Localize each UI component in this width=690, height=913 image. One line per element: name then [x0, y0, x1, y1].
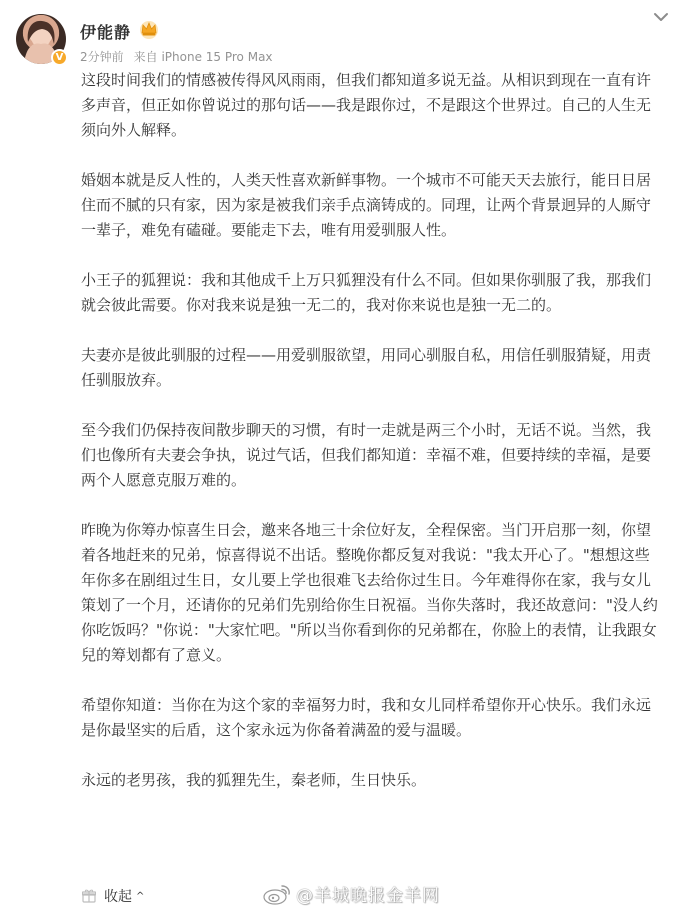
post-meta: [80, 48, 283, 65]
watermark-text: @羊城晚报金羊网: [296, 886, 440, 906]
avatar[interactable]: [16, 14, 66, 64]
post-paragraph-7: 希望你知道：当你在为这个家的幸福努力时，我和女儿同样希望你开心快乐。我们永远 是你最坚实的后盾，这个家永远为你备着满盈的爱与温暖。: [81, 696, 652, 739]
post-timestamp: 2分钟前: [80, 50, 124, 64]
post-source[interactable]: 来自 iPhone 15 Pro Max: [133, 50, 273, 64]
post-paragraph-6: 昨晚为你筹办惊喜生日会，邀来各地三十余位好友，全程保密。当门开启那一刻，你望 着各地赶来的兄弟，惊喜得说不出话。整晚你都反复对我说："我太开心了。"想想这些 年你多在剧组过生日，女儿要上学也很难飞去给你过生日。今年难得你在家，我与女儿 策划了一个月，还请你的兄弟们先别给你生日祝福。当你失落时，我还故意问："没人约 你吃饭吗？"你说："大家忙吧。"所以当你看到你的兄弟都在，你脸上的表情，让我跟女 兒的筹划都有了意义。: [81, 521, 658, 664]
post-paragraph-1: 这段时间我们的情感被传得风风雨雨，但我们都知道多说无益。从相识到现在一直有许 多声音，但正如你曾说过的那句话——我是跟你过，不是跟这个世界过。自己的人生无 须向外人解释。: [81, 71, 652, 139]
crown-icon: [138, 18, 160, 40]
collapse-caret: ^: [136, 890, 145, 902]
verified-badge-icon: V: [51, 49, 68, 66]
post-footer: [0, 872, 690, 913]
watermark: [262, 881, 440, 906]
collapse-label: 收起: [104, 889, 132, 905]
collapse-button[interactable]: [82, 886, 144, 906]
post-paragraph-8: 永远的老男孩，我的狐狸先生，秦老师，生日快乐。: [81, 771, 427, 789]
post-paragraph-4: 夫妻亦是彼此驯服的过程——用爱驯服欲望，用同心驯服自私，用信任驯服猜疑，用责 任驯服放弃。: [81, 346, 652, 389]
weibo-logo-icon: [262, 883, 292, 905]
post-paragraph-5: 至今我们仍保持夜间散步聊天的习惯，有时一走就是两三个小时，无话不说。当然，我 们也像所有夫妻会争执，说过气话，但我们都知道：幸福不难，但要持续的幸福，是要 两个人愿意克服万难的。: [81, 421, 652, 489]
post-header: [0, 0, 690, 76]
post-body: [81, 68, 659, 793]
post-paragraph-2: 婚姻本就是反人性的，人类天性喜欢新鲜事物。一个城市不可能天天去旅行，能日日居 住而不腻的只有家，因为家是被我们亲手点滴铸成的。同理，让两个背景迥异的人厮守 一辈子，难免有磕碰。要能走下去，唯有用爱驯服人性。: [81, 171, 652, 239]
chevron-down-icon[interactable]: [651, 9, 671, 25]
post-paragraph-3: 小王子的狐狸说：我和其他成千上万只狐狸没有什么不同。但如果你驯服了我，那我们 就会彼此需要。你对我来说是独一无二的，我对你来说也是独一无二的。: [81, 271, 652, 314]
author-name[interactable]: 伊能静: [80, 23, 132, 42]
gift-icon: [82, 889, 96, 903]
